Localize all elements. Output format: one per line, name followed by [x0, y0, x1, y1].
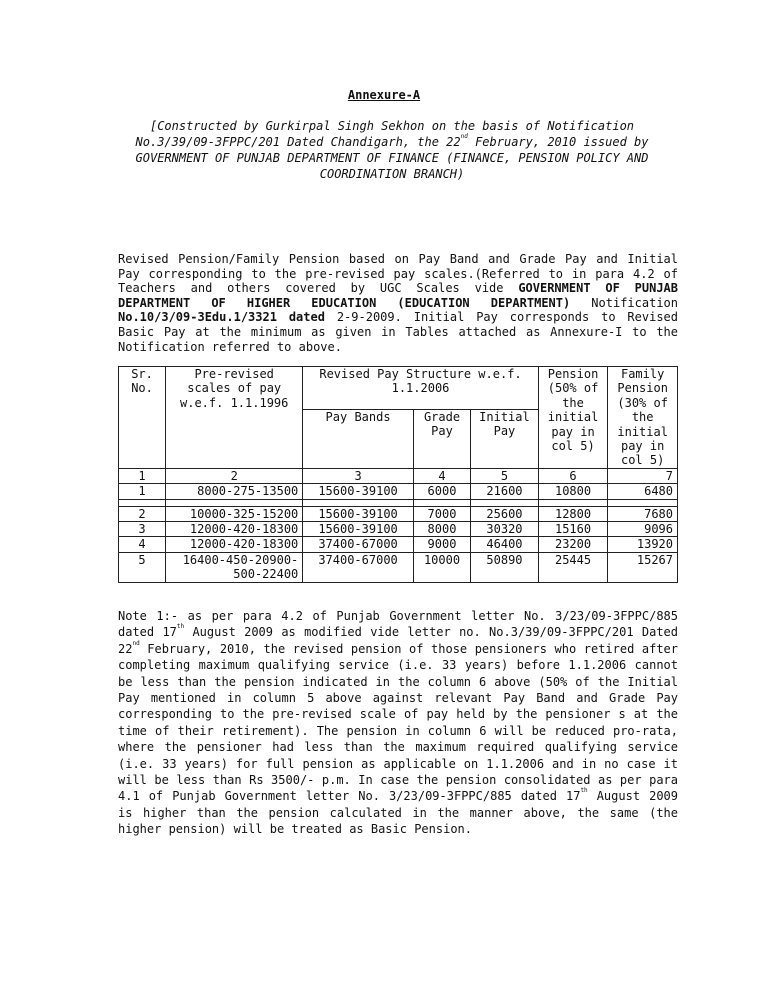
header-line-2-text-b: February, 2010 issued by — [467, 135, 649, 149]
intro-text-b: Notification — [570, 295, 679, 310]
cell-pension: 25445 — [538, 552, 608, 582]
cell-family-pension: 7680 — [608, 506, 678, 521]
header-line-1: [Constructed by Gurkirpal Singh Sekhon on the basis of Notification — [149, 119, 635, 133]
cell-pension: 23200 — [538, 537, 608, 552]
cell-family-pension: 9096 — [608, 522, 678, 537]
note-sup-b: nd — [132, 639, 140, 647]
cell-initial-pay: 30320 — [471, 522, 539, 537]
pension-table — [118, 366, 678, 583]
header-line-4: COORDINATION BRANCH) — [319, 167, 465, 181]
table-row — [119, 484, 678, 499]
cell-prerevised: 12000-420-18300 — [166, 537, 303, 552]
col-number: 3 — [303, 468, 414, 483]
header-line-2-text: No.3/39/09-3FPPC/201 Dated Chandigarh, the 22 — [135, 135, 461, 149]
header-pension: Pension (50% of the initial pay in col 5) — [538, 367, 608, 469]
cell-pay-band: 37400-67000 — [303, 537, 414, 552]
cell-pay-band: 37400-67000 — [303, 552, 414, 582]
col-number: 4 — [413, 468, 470, 483]
cell-family-pension: 15267 — [608, 552, 678, 582]
header-pay-bands: Pay Bands — [303, 409, 414, 468]
cell-sr: 3 — [119, 522, 166, 537]
col-number: 7 — [608, 468, 678, 483]
cell-prerevised: 12000-420-18300 — [166, 522, 303, 537]
note-text-a: Note 1:- as per para 4.2 of Punjab Government letter No. 3/23/09-3FPPC/885 dated 17 — [118, 609, 678, 640]
intro-text-a: Revised Pension/Family Pension based on Pay Band and Grade Pay and Initial Pay corresponding to the pre-revised pay scales.(Referred to in para 4.2 of Teachers and others covered by UGC Scales vide — [118, 252, 678, 296]
cell-family-pension: 13920 — [608, 537, 678, 552]
header-family-pension: Family Pension (30% of the initial pay in col 5) — [608, 367, 678, 469]
header-grade-pay: Grade Pay — [413, 409, 470, 468]
header-line-3: GOVERNMENT OF PUNJAB DEPARTMENT OF FINANCE (FINANCE, PENSION POLICY AND — [135, 151, 649, 165]
header-revised-structure: Revised Pay Structure w.e.f. 1.1.2006 — [303, 367, 538, 410]
note-text-b: August 2009 as modified vide letter no. No.3/39/09-3FPPC/201 Dated 22 — [118, 625, 678, 656]
table-header-row-1 — [119, 367, 678, 410]
header-line-2-sup: nd — [460, 133, 468, 140]
table-row — [119, 537, 678, 552]
table-row — [119, 506, 678, 521]
cell-grade-pay: 6000 — [413, 484, 470, 499]
note-paragraph — [118, 608, 678, 838]
intro-bold-department: GOVERNMENT OF PUNJAB DEPARTMENT OF HIGHER EDUCATION (EDUCATION DEPARTMENT) — [118, 281, 678, 310]
col-number: 6 — [538, 468, 608, 483]
note-sup-c: th — [580, 787, 588, 795]
cell-family-pension: 6480 — [608, 484, 678, 499]
cell-pension: 12800 — [538, 506, 608, 521]
note-text-d: August 2009 is higher than the pension calculated in the manner above, the same (the higher pension) will be treated as Basic Pension. — [118, 789, 678, 837]
cell-sr: 4 — [119, 537, 166, 552]
cell-prerevised: 16400-450-20900-500-22400 — [166, 552, 303, 582]
header-sr-no: Sr. No. — [119, 367, 166, 469]
cell-prerevised: 10000-325-15200 — [166, 506, 303, 521]
col-number: 5 — [471, 468, 539, 483]
cell-grade-pay: 10000 — [413, 552, 470, 582]
intro-paragraph — [118, 252, 678, 354]
header-prerevised: Pre-revised scales of pay w.e.f. 1.1.1996 — [166, 367, 303, 469]
column-number-row — [119, 468, 678, 483]
document-title: Annexure-A — [347, 88, 421, 102]
cell-sr: 1 — [119, 484, 166, 499]
cell-prerevised: 8000-275-13500 — [166, 484, 303, 499]
cell-sr: 5 — [119, 552, 166, 582]
cell-pay-band: 15600-39100 — [303, 506, 414, 521]
cell-initial-pay: 50890 — [471, 552, 539, 582]
header-initial-pay: Initial Pay — [471, 409, 539, 468]
cell-initial-pay: 21600 — [471, 484, 539, 499]
cell-sr: 2 — [119, 506, 166, 521]
document-header — [112, 118, 672, 182]
intro-bold-notification: No.10/3/09-3Edu.1/3321 dated — [118, 310, 325, 325]
table-row — [119, 552, 678, 582]
cell-initial-pay: 25600 — [471, 506, 539, 521]
cell-initial-pay: 46400 — [471, 537, 539, 552]
cell-grade-pay: 8000 — [413, 522, 470, 537]
cell-grade-pay: 7000 — [413, 506, 470, 521]
cell-pay-band: 15600-39100 — [303, 522, 414, 537]
cell-pay-band: 15600-39100 — [303, 484, 414, 499]
col-number: 2 — [166, 468, 303, 483]
cell-grade-pay: 9000 — [413, 537, 470, 552]
note-sup-a: th — [176, 623, 185, 631]
intro-text-c: 2-9-2009. Initial Pay corresponds to Revised Basic Pay at the minimum as given in Tables attached as Annexure-I to the Notification referred to above. — [118, 310, 678, 354]
cell-pension: 10800 — [538, 484, 608, 499]
table-gap-row — [119, 499, 678, 506]
col-number: 1 — [119, 468, 166, 483]
header-line-2 — [112, 134, 672, 150]
cell-pension: 15160 — [538, 522, 608, 537]
table-row — [119, 522, 678, 537]
note-text-c: February, 2010, the revised pension of those pensioners who retired after completing maximum qualifying service (i.e. 33 years) before 1.1.2006 cannot be less than the pension indicated in the column 6 above (50% of the Initial Pay mentioned in column 5 above against relevant Pay Band and Grade Pay corresponding to the pre-revised scale of pay held by the pensioner s at the time of their retirement). The pension in column 6 will be reduced pro-rata, where the pensioner had less than the maximum required qualifying service (i.e. 33 years) for full pension as applicable on 1.1.2006 and in no case it will be less than Rs 3500/- p.m. In case the pension consolidated as per para 4.1 of Punjab Government letter No. 3/23/09-3FPPC/885 dated 17 — [118, 641, 678, 804]
